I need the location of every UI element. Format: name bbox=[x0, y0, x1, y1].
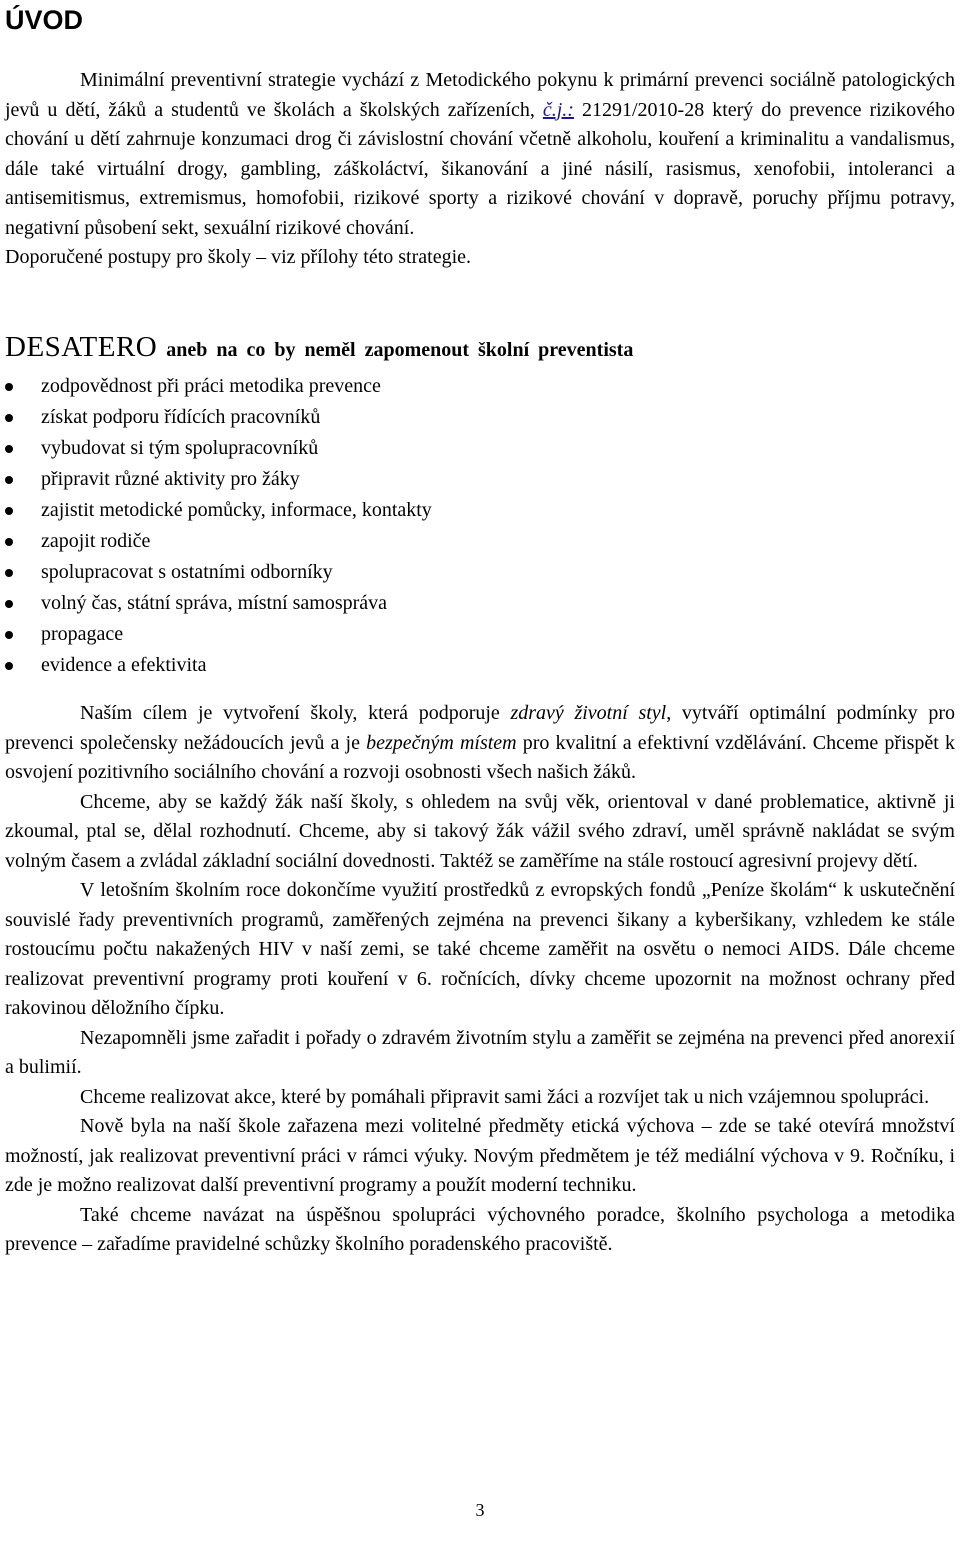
goal-text: pro kvalitní a efektivní vzdělávání. Chceme přispět k osvojení pozitivního sociálního chování a rozvoji osobnosti všech našich žáků. bbox=[5, 731, 955, 783]
list-item-text: připravit různé aktivity pro žáky bbox=[41, 468, 300, 490]
intro-paragraph bbox=[5, 66, 955, 243]
list-item bbox=[5, 588, 955, 619]
desatero-subtitle: aneb na co by neměl zapomenout školní preventista bbox=[157, 339, 634, 361]
list-item bbox=[5, 495, 955, 526]
list-item-text: volný čas, státní správa, místní samospráva bbox=[41, 592, 388, 614]
body-paragraph: Nově byla na naší škole zařazena mezi volitelné předměty etická výchova – zde se také otevírá množství možností, jak realizovat preventivní práci v rámci výuky. Novým předmětem je též mediální výchova v 9. Ročníku, i zde je možno realizovat další preventivní programy a použít moderní techniku. bbox=[5, 1115, 955, 1196]
page-number: 3 bbox=[475, 1500, 485, 1520]
bullet-icon bbox=[5, 414, 13, 422]
bullet-icon bbox=[5, 383, 13, 391]
bullet-icon bbox=[5, 600, 13, 608]
body-paragraph: Nezapomněli jsme zařadit i pořady o zdravém životním stylu a zaměřit se zejména na prevenci před anorexií a bulimií. bbox=[5, 1026, 955, 1078]
body-paragraph: Chceme, aby se každý žák naší školy, s ohledem na svůj věk, orientoval v dané problematice, aktivně ji zkoumal, ptal se, dělal rozhodnutí. Chceme, aby si takový žák vážil svého zdraví, uměl správně nakládat se svým volným časem a zvládal základní sociální dovednosti. Taktéž se zaměříme na stále rostoucí agresivní projevy dětí. bbox=[5, 790, 955, 872]
page-heading: ÚVOD bbox=[5, 5, 84, 35]
goal-text: Naším cílem je vytvoření školy, která podporuje bbox=[80, 702, 511, 724]
bullet-icon bbox=[5, 662, 13, 670]
desatero-title: DESATERO bbox=[5, 331, 158, 363]
list-item-text: propagace bbox=[41, 623, 124, 645]
list-item bbox=[5, 557, 955, 588]
list-item bbox=[5, 619, 955, 650]
desatero-heading bbox=[5, 330, 955, 367]
body-paragraph: Chceme realizovat akce, které by pomáhali připravit sami žáci a rozvíjet tak u nich vzájemnou spolupráci. bbox=[80, 1085, 930, 1108]
bullet-icon bbox=[5, 538, 13, 546]
bullet-icon bbox=[5, 476, 13, 484]
goal-text: , vytváří optimální podmínky pro prevenci společensky nežádoucích jevů a je bbox=[5, 702, 955, 754]
intro-section bbox=[5, 66, 955, 273]
body-paragraph: V letošním školním roce dokončíme využití prostředků z evropských fondů „Peníze školám“ k uskutečnění souvislé řady preventivních programů, zaměřených zejména na prevenci šikany a kyberšikany, vzhledem ke stále rostoucímu počtu nakažených HIV v naší zemi, se také chceme zaměřit na osvětu o nemoci AIDS. Dále chceme realizovat preventivní programy proti kouření v 6. ročnících, dívky chceme upozornit na možnost ochrany před rakovinou děložního čípku. bbox=[5, 879, 955, 1019]
intro-text-after-link: 21291/2010-28 který do prevence rizikového chování u dětí zahrnuje konzumaci drog či závislostní chování včetně alkoholu, kouření a kriminalitu a vandalismus, dále také virtuální drogy, gambling, záškoláctví, šikanování a jiné násilí, rasismus, xenofobii, intoleranci a antisemitismus, extremismus, homofobii, rizikové sporty a rizikové chování v dopravě, poruchy příjmu potravy, negativní působení sekt, sexuální rizikové chování. bbox=[5, 98, 955, 239]
body-paragraph: Také chceme navázat na úspěšnou spolupráci výchovného poradce, školního psychologa a metodika prevence – zařadíme pravidelné schůzky školního poradenského pracoviště. bbox=[5, 1203, 955, 1255]
list-item bbox=[5, 464, 955, 495]
recommendation-line: Doporučené postupy pro školy – viz přílohy této strategie. bbox=[5, 246, 472, 268]
list-item-text: zapojit rodiče bbox=[41, 530, 151, 552]
list-item bbox=[5, 526, 955, 557]
bullet-icon bbox=[5, 507, 13, 515]
bullet-icon bbox=[5, 445, 13, 453]
intro-text-before-link: Minimální preventivní strategie vychází z Metodického pokynu k primární prevenci sociálně patologických jevů u dětí, žáků a studentů ve školách a školských zařízeních, bbox=[5, 69, 955, 121]
desatero-section bbox=[5, 330, 955, 681]
goal-emphasis-safe-place: bezpečným místem bbox=[366, 731, 517, 754]
list-item-text: zajistit metodické pomůcky, informace, kontakty bbox=[41, 499, 432, 521]
bullet-icon bbox=[5, 631, 13, 639]
goal-paragraph bbox=[5, 699, 955, 788]
reference-link[interactable]: č.j.: bbox=[542, 98, 574, 121]
goal-emphasis-lifestyle: zdravý životní styl bbox=[510, 702, 667, 724]
list-item-text: evidence a efektivita bbox=[41, 654, 207, 676]
bullet-icon bbox=[5, 569, 13, 577]
desatero-list bbox=[5, 371, 955, 681]
list-item bbox=[5, 371, 955, 402]
list-item-text: spolupracovat s ostatními odborníky bbox=[41, 561, 333, 583]
list-item bbox=[5, 433, 955, 464]
list-item-text: zodpovědnost při práci metodika prevence bbox=[41, 375, 381, 397]
list-item-text: získat podporu řídících pracovníků bbox=[41, 406, 321, 428]
list-item bbox=[5, 650, 955, 681]
goals-section bbox=[5, 699, 955, 1260]
list-item bbox=[5, 402, 955, 433]
list-item-text: vybudovat si tým spolupracovníků bbox=[41, 437, 319, 459]
